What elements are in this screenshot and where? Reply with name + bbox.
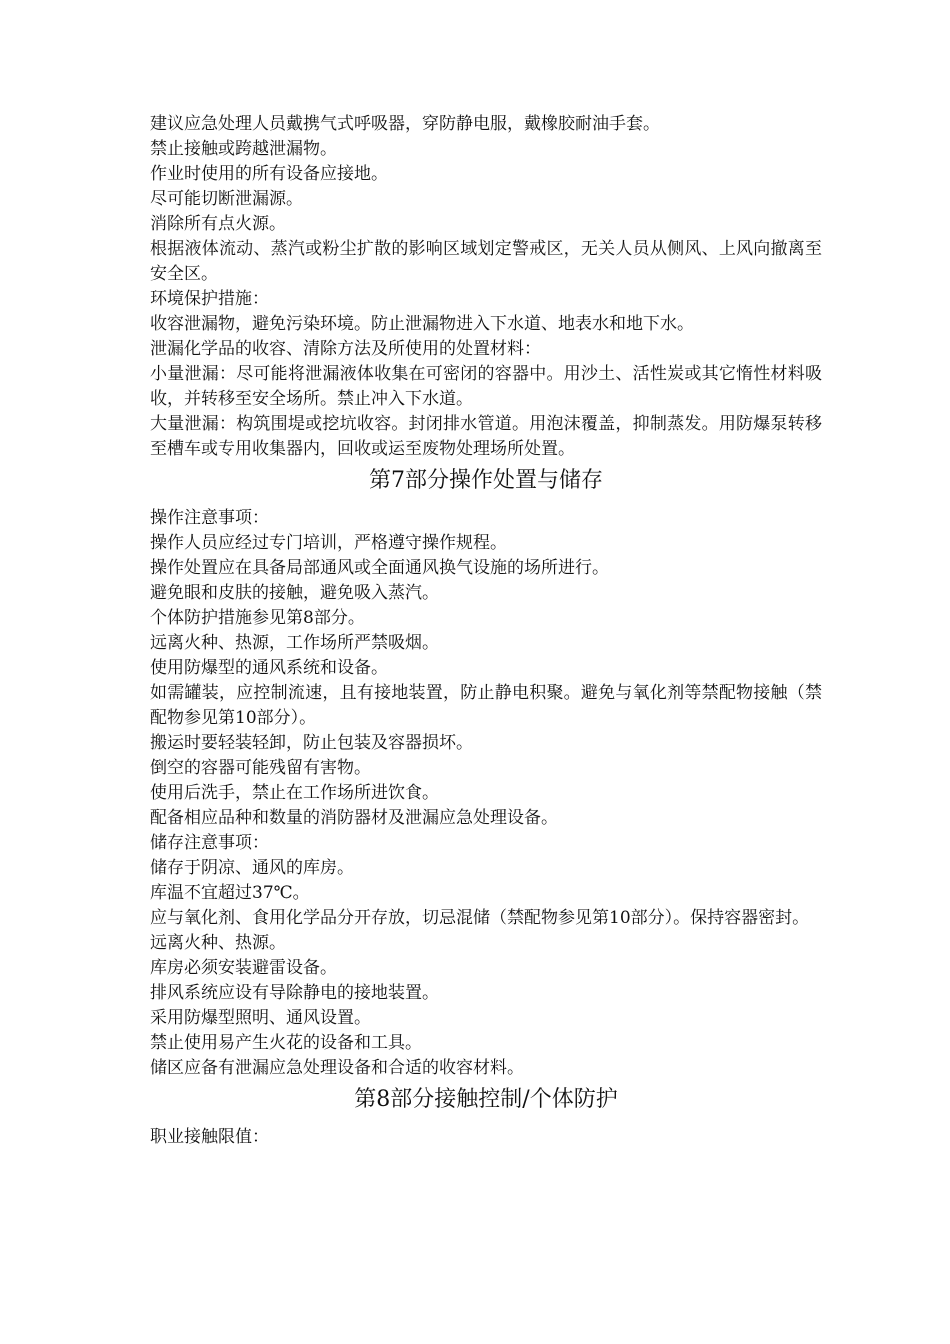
section-heading: 第7部分操作处置与储存 [369, 468, 603, 493]
text-line: 职业接触限值： [150, 1127, 269, 1147]
section-heading: 第8部分接触控制/个体防护 [354, 1087, 618, 1112]
section-6-tail [150, 112, 822, 462]
text-line: 操作处置应在具备局部通风或全面通风换气设施的场所进行。 [150, 558, 609, 578]
text-line: 远离火种、热源。 [150, 933, 286, 953]
text-line: 禁止接触或跨越泄漏物。 [150, 139, 337, 159]
section-7-body [150, 506, 822, 1081]
text-line: 排风系统应设有导除静电的接地装置。 [150, 983, 439, 1003]
text-line: 禁止使用易产生火花的设备和工具。 [150, 1033, 422, 1053]
text-line: 储存于阴凉、通风的库房。 [150, 858, 354, 878]
text-line: 使用防爆型的通风系统和设备。 [150, 658, 388, 678]
text-line: 作业时使用的所有设备应接地。 [150, 164, 388, 184]
text-line: 尽可能切断泄漏源。 [150, 189, 303, 209]
text-line: 根据液体流动、蒸汽或粉尘扩散的影响区域划定警戒区，无关人员从侧风、上风向撤离至安全区。 [150, 239, 822, 284]
text-line: 采用防爆型照明、通风设置。 [150, 1008, 371, 1028]
text-line: 大量泄漏：构筑围堤或挖坑收容。封闭排水管道。用泡沫覆盖，抑制蒸发。用防爆泵转移至槽车或专用收集器内，回收或运至废物处理场所处置。 [150, 414, 822, 459]
text-line: 环境保护措施： [150, 289, 269, 309]
text-line: 使用后洗手，禁止在工作场所进饮食。 [150, 783, 439, 803]
text-line: 库房必须安装避雷设备。 [150, 958, 337, 978]
text-line: 小量泄漏：尽可能将泄漏液体收集在可密闭的容器中。用沙土、活性炭或其它惰性材料吸收，并转移至安全场所。禁止冲入下水道。 [150, 364, 822, 409]
text-line: 储存注意事项： [150, 833, 269, 853]
text-line: 操作人员应经过专门培训，严格遵守操作规程。 [150, 533, 507, 553]
text-line: 如需罐装，应控制流速，且有接地装置，防止静电积聚。避免与氧化剂等禁配物接触（禁配物参见第10部分）。 [150, 683, 822, 728]
text-line: 泄漏化学品的收容、清除方法及所使用的处置材料： [150, 339, 541, 359]
text-line: 个体防护措施参见第8部分。 [150, 608, 365, 628]
text-line: 倒空的容器可能残留有害物。 [150, 758, 371, 778]
text-line: 库温不宜超过37℃。 [150, 883, 310, 903]
text-line: 远离火种、热源，工作场所严禁吸烟。 [150, 633, 439, 653]
text-line: 建议应急处理人员戴携气式呼吸器，穿防静电服，戴橡胶耐油手套。 [150, 114, 660, 134]
text-line: 应与氧化剂、食用化学品分开存放，切忌混储（禁配物参见第10部分）。保持容器密封。 [150, 908, 810, 928]
text-line: 搬运时要轻装轻卸，防止包装及容器损坏。 [150, 733, 473, 753]
text-line: 避免眼和皮肤的接触，避免吸入蒸汽。 [150, 583, 439, 603]
text-line: 操作注意事项： [150, 508, 269, 528]
section-8-body [150, 1125, 822, 1150]
text-line: 消除所有点火源。 [150, 214, 286, 234]
text-line: 储区应备有泄漏应急处理设备和合适的收容材料。 [150, 1058, 524, 1078]
document-content [150, 112, 822, 1150]
text-line: 收容泄漏物，避免污染环境。防止泄漏物进入下水道、地表水和地下水。 [150, 314, 694, 334]
text-line: 配备相应品种和数量的消防器材及泄漏应急处理设备。 [150, 808, 558, 828]
